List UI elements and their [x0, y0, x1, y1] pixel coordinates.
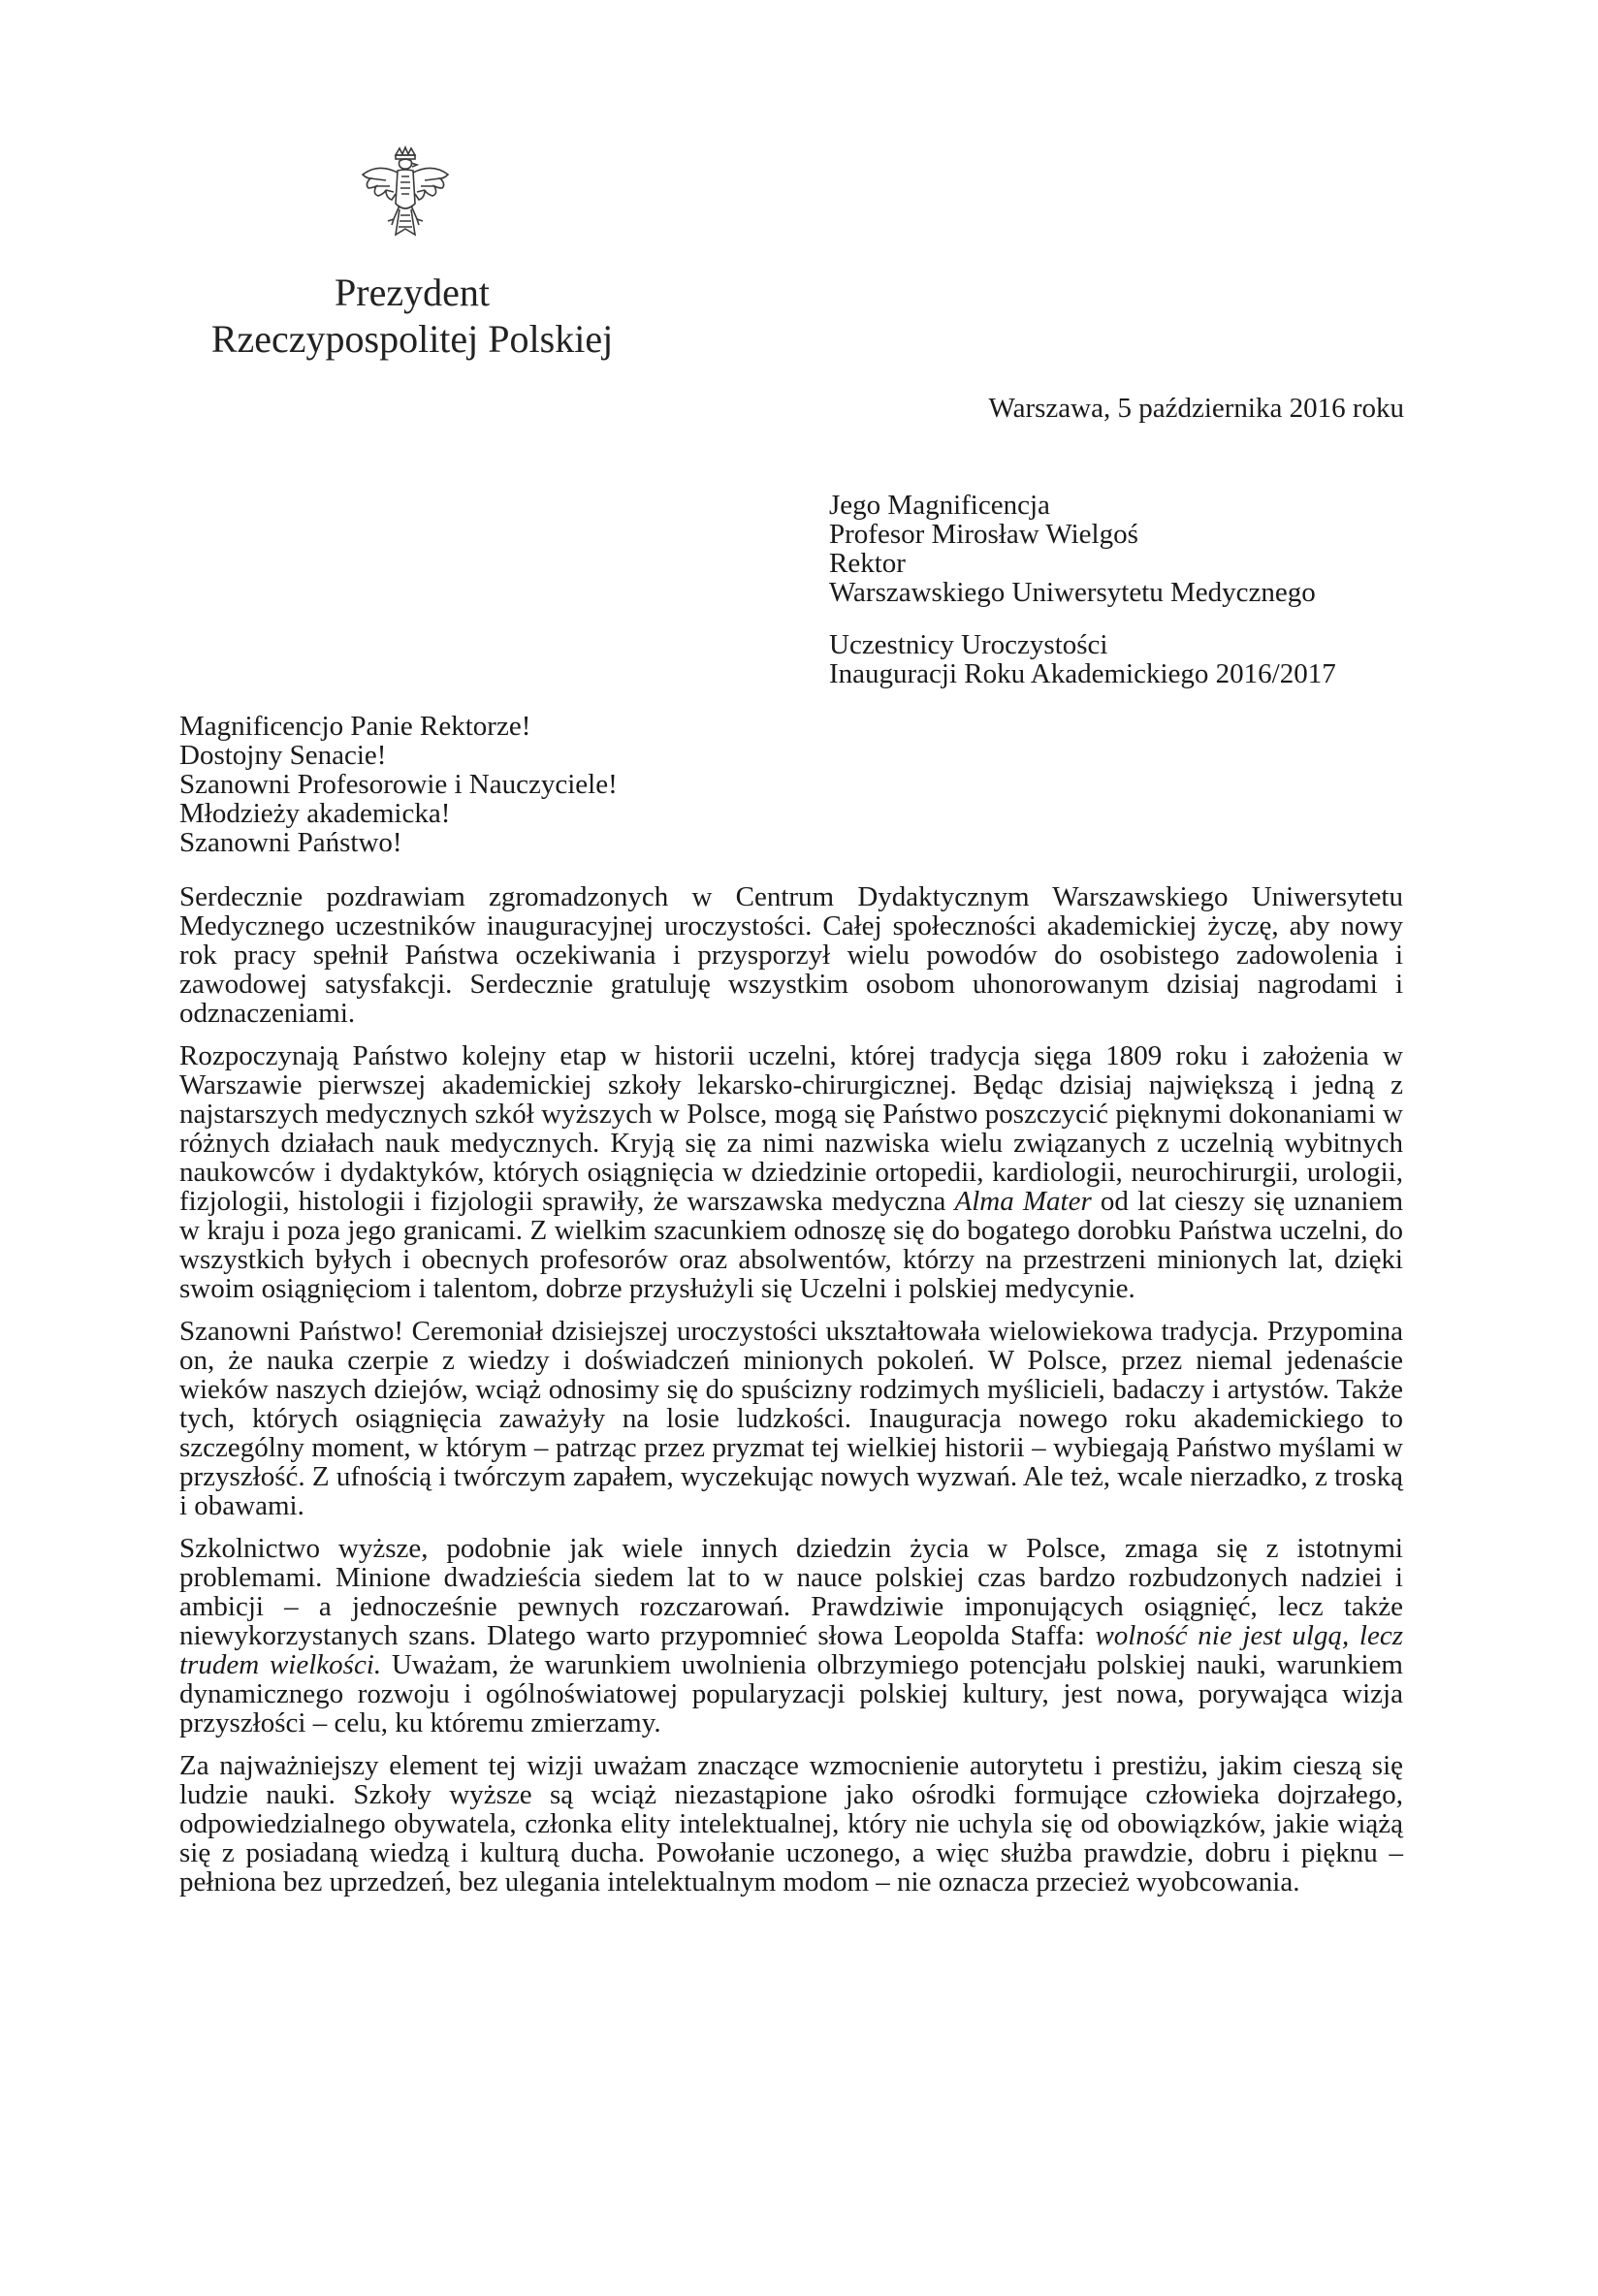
addressee-spacer — [829, 607, 1336, 630]
addressee-line: Inauguracji Roku Akademickiego 2016/2017 — [829, 658, 1336, 689]
paragraph-text: Uważam, że warunkiem uwolnienia olbrzymiego potencjału polskiej nauki, warunkiem dynamicznego rozwoju i ogólnoświatowej popularyzacji polskiej kultury, jest nowa, porywająca wizja przyszłości – celu, ku któremu zmierzamy. — [179, 1649, 1403, 1738]
addressee-line: Warszawskiego Uniwersytetu Medycznego — [829, 577, 1316, 608]
letter-body — [179, 882, 1403, 1910]
institution-line-2: Rzeczypospolitej Polskiej — [210, 317, 614, 361]
salutation-block — [179, 712, 618, 857]
paragraph-text: Rozpoczynają Państwo kolejny etap w historii uczelni, której tradycja sięga 1809 roku i założenia w Warszawie pierwszej akademickiej szkoły lekarsko-chirurgicznej. Będąc dzisiaj największą i jedną z najstarszych medycznych szkół wyższych w Polsce, mogą się Państwo poszczycić pięknymi dokonaniami w różnych działach nauk medycznych. Kryją się za nimi nazwiska wielu związanych z uczelnią wybitnych naukowców i dydaktyków, których osiągnięcia w dziedzinie ortopedii, kardiologii, neurochirurgii, urologii, fizjologii, histologii i fizjologii sprawiły, że warszawska medyczna — [179, 1040, 1403, 1217]
body-paragraph-2 — [179, 1041, 1403, 1303]
salutation-line: Szanowni Państwo! — [179, 827, 402, 858]
paragraph-text: od lat cieszy się uznaniem w kraju i poza jego granicami. Z wielkim szacunkiem odnoszę się do bogatego dorobku Państwa uczelni, do wszystkich byłych i obecnych profesorów oraz absolwentów, którzy na przestrzeni minionych lat, dzięki swoim osiągnięciom i talentom, dobrze przysłużyli się Uczelni i polskiej medycynie. — [179, 1186, 1404, 1304]
paragraph-italic-text: Alma Mater — [954, 1186, 1092, 1217]
addressee-line: Uczestnicy Uroczystości — [829, 629, 1108, 660]
salutation-line: Magnificencjo Panie Rektorze! — [179, 711, 531, 742]
salutation-line: Szanowni Profesorowie i Nauczyciele! — [179, 769, 618, 800]
body-paragraph-4 — [179, 1534, 1403, 1738]
paragraph-italic-text: wolność nie jest ulgą, lecz trudem wielkości. — [179, 1620, 1403, 1680]
body-paragraph-3: Szanowni Państwo! Ceremoniał dzisiejszej uroczystości ukształtowała wielowiekowa tradycja. Przypomina on, że nauka czerpie z wiedzy i doświadczeń minionych pokoleń. W Polsce, przez niemal jedenaście wieków naszych dziejów, wciąż odnosimy się do spuścizny rodzimych myślicieli, badaczy i artystów. Także tych, których osiągnięcia zaważyły na losie ludzkości. Inauguracja nowego roku akademickiego to szczególny moment, w którym – patrząc przez pryzmat tej wielkiej historii – wybiegają Państwo myślami w przyszłość. Z ufnością i twórczym zapałem, wyczekując nowych wyzwań. Ale też, wcale nierzadko, z troską i obawami. — [179, 1316, 1403, 1521]
white-eagle-emblem-icon — [357, 145, 454, 252]
letter-date: Warszawa, 5 października 2016 roku — [988, 393, 1404, 424]
paragraph-text: Szkolnictwo wyższe, podobnie jak wiele innych dziedzin życia w Polsce, zmaga się z istotnymi problemami. Minione dwadzieścia siedem lat to w nauce polskiej czas bardzo rozbudzonych nadziei i ambicji – a jednocześnie pewnych rozczarowań. Prawdziwie imponujących osiągnięć, lecz także niewykorzystanych szans. Dlatego warto przypomnieć słowa Leopolda Staffa: — [179, 1533, 1403, 1651]
salutation-line: Dostojny Senacie! — [179, 740, 387, 771]
addressee-block — [829, 491, 1336, 688]
institution-line-1: Prezydent — [335, 271, 490, 314]
salutation-line: Młodzieży akademicka! — [179, 798, 451, 829]
addressee-line: Jego Magnificencja — [829, 490, 1050, 521]
body-paragraph-1: Serdecznie pozdrawiam zgromadzonych w Centrum Dydaktycznym Warszawskiego Uniwersytetu Medycznego uczestników inauguracyjnej uroczystości. Całej społeczności akademickiej życzę, aby nowy rok pracy spełnił Państwa oczekiwania i przysporzył wielu powodów do osobistego zadowolenia i zawodowej satysfakcji. Serdecznie gratuluję wszystkim osobom uhonorowanym dzisiaj nagrodami i odznaczeniami. — [179, 881, 1403, 1029]
addressee-line: Profesor Mirosław Wielgoś — [829, 519, 1138, 550]
institution-name — [184, 270, 640, 363]
body-paragraph-5: Za najważniejszy element tej wizji uważam znaczące wzmocnienie autorytetu i prestiżu, jakim cieszą się ludzie nauki. Szkoły wyższe są wciąż niezastąpione jako ośrodki formujące człowieka dojrzałego, odpowiedzialnego obywatela, członka elity intelektualnej, który nie uchyla się od obowiązków, jakie wiążą się z posiadaną wiedzą i kulturą ducha. Powołanie uczonego, a więc służba prawdzie, dobru i pięknu – pełniona bez uprzedzeń, bez ulegania intelektualnym modom – nie oznacza przecież wyobcowania. — [179, 1750, 1403, 1897]
addressee-line: Rektor — [829, 548, 906, 579]
